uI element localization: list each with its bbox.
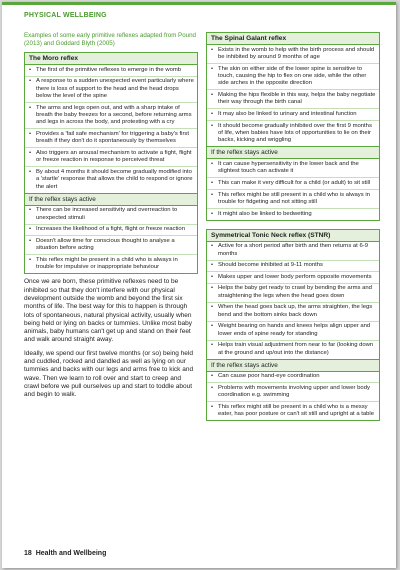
- left-column: [24, 32, 198, 405]
- list-item: • There can be increased sensitivity and overreaction to unexpected stimuli: [25, 206, 197, 225]
- body-paragraph: Once we are born, these primitive reflexes need to be inhibited so that they don't interfere with our physical development outside the womb and beyond the first six months of life. The best way for this to happen is through lots of spontaneous, natural physical activity, usually when being held or lying on backs or tummies. Unlike most baby animals, baby humans can't get up and stand on their feet and walk around straight away.: [24, 278, 192, 344]
- list-item: • Active for a short period after birth and then returns at 6-9 months: [207, 242, 379, 261]
- list-item: • Can cause poor hand-eye coordination: [207, 372, 379, 384]
- spinal-galant-title: The Spinal Galant reflex: [207, 33, 379, 45]
- list-item: • Helps the baby get ready to crawl by bending the arms and straightening the legs when the head goes down: [207, 284, 379, 303]
- book-title: Health and Wellbeing: [35, 550, 107, 557]
- list-item: • It should become gradually inhibited over the first 9 months of life, when babies have lots of opportunities to lie on their backs, kicking and wriggling: [207, 121, 379, 146]
- figure-caption: Examples of some early primitive reflexes adapted from Pound (2013) and Goddard Blyth (2005): [24, 32, 196, 47]
- page-footer: [24, 550, 106, 557]
- list-item: • Helps train visual adjustment from near to far (looking down at the ground and up/out into the distance): [207, 341, 379, 359]
- list-item: • This reflex might be still present in a child who is always in trouble for fidgeting and not sitting still: [207, 190, 379, 209]
- list-item: • It may also be linked to urinary and intestinal function: [207, 109, 379, 121]
- right-column: [206, 32, 380, 425]
- list-item: • The first of the primitive reflexes to emerge in the womb: [25, 65, 197, 77]
- list-item: • Doesn't allow time for conscious thought to analyse a situation before acting: [25, 236, 197, 255]
- spinal-galant-box: [206, 32, 380, 221]
- stnr-title: Symmetrical Tonic Neck reflex (STNR): [207, 230, 379, 242]
- document-page: [2, 2, 396, 568]
- moro-reflex-list: [25, 65, 197, 193]
- body-paragraph: Ideally, we spend our first twelve months (or so) being held and cuddled, rocked and dandled as well as lying on our tummies and backs with our legs and arms free to kick and wave. Then we learn to roll over and start to creep and crawl before we pull ourselves up and start to toddle about and begin to walk.: [24, 349, 194, 399]
- list-item: • The arms and legs open out, and with a sharp intake of breath the baby freezes for a second, before returning arms and legs in across the body, and protesting with a cry: [25, 103, 197, 129]
- stnr-active-list: [207, 372, 379, 421]
- list-item: • This reflex might be present in a child who is always in trouble for impulsive or inappropriate behaviour: [25, 255, 197, 273]
- spinal-galant-list: [207, 45, 379, 146]
- list-item: • This can make it very difficult for a child (or adult) to sit still: [207, 178, 379, 190]
- stnr-box: [206, 229, 380, 422]
- list-item: • It can cause hypersensitivity in the lower back and the slightest touch can activate it: [207, 159, 379, 178]
- galant-active-list: [207, 159, 379, 219]
- list-item: • Weight bearing on hands and knees helps align upper and lower ends of spine ready for standing: [207, 322, 379, 341]
- section-header: PHYSICAL WELLBEING: [24, 12, 107, 19]
- list-item: • Provides a 'fail safe mechanism' for triggering a baby's first breath if they don't do it spontaneously by themselves: [25, 129, 197, 148]
- list-item: • By about 4 months it should become gradually modified into a 'startle' response that allows the child to respond or ignore the alert: [25, 167, 197, 192]
- list-item: • Increases the likelihood of a fight, flight or freeze reaction: [25, 225, 197, 237]
- list-item: • The skin on either side of the lower spine is sensitive to touch, causing the hip to flex on one side, while the other side arches in the opposite direction: [207, 64, 379, 90]
- galant-active-subheading: If the reflex stays active: [207, 146, 379, 159]
- list-item: • Makes upper and lower body perform opposite movements: [207, 272, 379, 284]
- stnr-list: [207, 242, 379, 359]
- moro-reflex-title: The Moro reflex: [25, 53, 197, 65]
- list-item: • A response to a sudden unexpected event particularly where there is loss of support to the head and the head drops below the level of the spine: [25, 77, 197, 103]
- list-item: • It might also be linked to bedwetting: [207, 209, 379, 220]
- list-item: • Should become inhibited at 9-11 months: [207, 261, 379, 273]
- list-item: • Making the hips flexible in this way, helps the baby negotiate their way through the birth canal: [207, 90, 379, 109]
- list-item: • This reflex might still be present in a child who is a messy eater, has poor posture or can't sit still and upright at a table: [207, 402, 379, 420]
- list-item: • Problems with movements involving upper and lower body coordination e.g. swimming: [207, 383, 379, 402]
- moro-active-subheading: If the reflex stays active: [25, 193, 197, 206]
- page-number: 18: [24, 550, 32, 557]
- top-accent-bar: [2, 2, 396, 5]
- list-item: • Exists in the womb to help with the birth process and should be inhibited by around 9 months of age: [207, 45, 379, 64]
- moro-reflex-box: [24, 52, 198, 274]
- moro-active-list: [25, 206, 197, 274]
- list-item: • When the head goes back up, the arms straighten, the legs bend and the bottom sinks back down: [207, 303, 379, 322]
- stnr-active-subheading: If the reflex stays active: [207, 359, 379, 372]
- list-item: • Also triggers an arousal mechanism to activate a fight, flight or freeze reaction in response to perceived threat: [25, 148, 197, 167]
